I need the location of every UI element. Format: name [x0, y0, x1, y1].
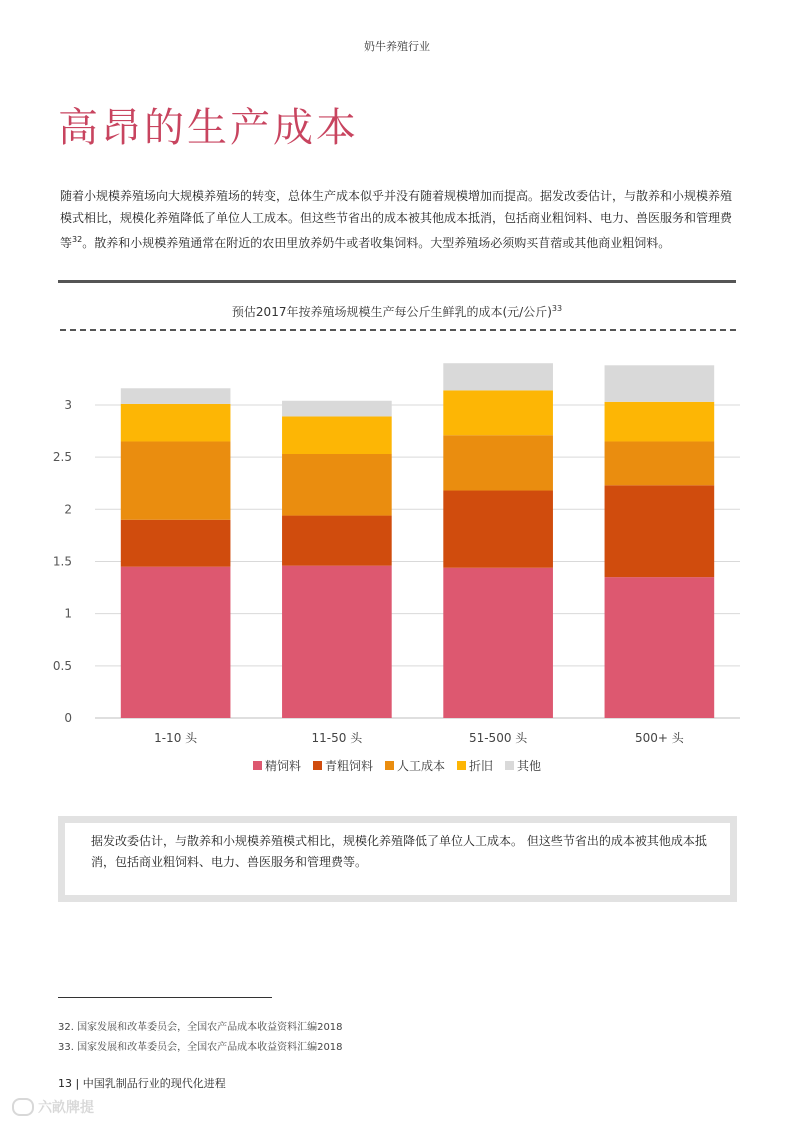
legend-item [253, 757, 301, 774]
legend-item [385, 757, 445, 774]
footnote-ref-33[interactable]: 33 [551, 304, 563, 313]
legend-label: 青粗饲料 [324, 759, 373, 773]
x-tick-label: 1-10 头 [154, 731, 198, 745]
bar-segment [443, 435, 553, 490]
legend-swatch [505, 761, 514, 770]
bar-segment [121, 567, 231, 718]
legend-label: 精饲料 [264, 759, 301, 773]
watermark [12, 1097, 94, 1117]
chart-dashed-divider [60, 329, 736, 331]
footer-separator: | [75, 1077, 80, 1090]
running-header: 奶牛养殖行业 [364, 40, 430, 53]
bar-segment [121, 404, 231, 442]
bar-segment [605, 402, 715, 442]
bar-segment [443, 568, 553, 718]
intro-paragraph [60, 185, 740, 254]
y-tick-label: 2.5 [52, 450, 72, 465]
y-tick-label: 2 [64, 502, 72, 517]
callout-box [58, 816, 737, 902]
legend-item [313, 757, 373, 774]
chart-title-text: 预估2017年按养殖场规模生产每公斤生鲜乳的成本(元/公斤) [231, 305, 552, 319]
bar-segment [282, 454, 392, 516]
x-tick-label: 51-500 头 [468, 731, 528, 745]
chart-top-rule [58, 280, 736, 283]
bar-segment [605, 441, 715, 485]
footnote-32: 32. 国家发展和改革委员会，全国农产品成本收益资料汇编2018 [58, 1022, 343, 1033]
y-tick-label: 1.5 [52, 554, 72, 569]
bar-segment [443, 491, 553, 568]
bar-segment [282, 516, 392, 566]
page-number: 13 [58, 1077, 72, 1090]
bar-segment [605, 365, 715, 402]
watermark-logo-icon [12, 1098, 34, 1116]
y-tick-label: 3 [64, 397, 72, 412]
legend-swatch [313, 761, 322, 770]
legend-label: 其他 [517, 759, 542, 773]
chart-title [0, 303, 794, 320]
bar-segment [443, 390, 553, 435]
bar-segment [605, 485, 715, 577]
intro-text-2: 。散养和小规模养殖通常在附近的农田里放养奶牛或者收集饲料。大型养殖场必须购买苜蓿或其他商业粗饲料。 [82, 236, 671, 250]
x-tick-label: 11-50 头 [311, 731, 363, 745]
y-tick-label: 0 [64, 711, 72, 725]
legend-swatch [457, 761, 466, 770]
page-title: 高昂的生产成本 [58, 105, 359, 151]
bar-segment [121, 388, 231, 404]
footnote-ref-32[interactable]: 32 [72, 235, 83, 244]
legend-swatch [385, 761, 394, 770]
bar-segment [282, 401, 392, 417]
footer-title: 中国乳制品行业的现代化进程 [82, 1077, 226, 1090]
y-tick-label: 1 [64, 606, 72, 621]
stacked-bar-chart [40, 340, 760, 750]
footnote-rule [58, 997, 272, 998]
bar-segment [121, 441, 231, 519]
intro-text-1: 随着小规模养殖场向大规模养殖场的转变，总体生产成本似乎并没有随着规模增加而提高。据发改委估计，与散养和小规模养殖模式相比，规模化养殖降低了单位人工成本。但这些节省出的成本被其他成本抵消，包括商业粗饲料、电力、兽医服务和管理费等 [60, 189, 733, 250]
bar-segment [121, 520, 231, 567]
legend-item [457, 757, 493, 774]
legend-item [505, 757, 541, 774]
callout-text: 据发改委估计，与散养和小规模养殖模式相比，规模化养殖降低了单位人工成本。 但这些节省出的成本被其他成本抵消，包括商业粗饲料、电力、兽医服务和管理费等。 [91, 834, 707, 869]
x-tick-label: 500+ 头 [634, 731, 684, 745]
chart-legend [0, 757, 794, 774]
legend-swatch [253, 761, 262, 770]
page-footer [58, 1075, 226, 1091]
bar-segment [605, 577, 715, 718]
bar-segment [282, 416, 392, 454]
y-tick-label: 0.5 [52, 658, 72, 673]
footnote-33: 33. 国家发展和改革委员会，全国农产品成本收益资料汇编2018 [58, 1042, 343, 1053]
legend-label: 折旧 [469, 759, 494, 773]
bar-segment [282, 566, 392, 718]
watermark-text: 六畝牌提 [38, 1100, 94, 1116]
bar-segment [443, 363, 553, 390]
legend-label: 人工成本 [396, 759, 445, 773]
